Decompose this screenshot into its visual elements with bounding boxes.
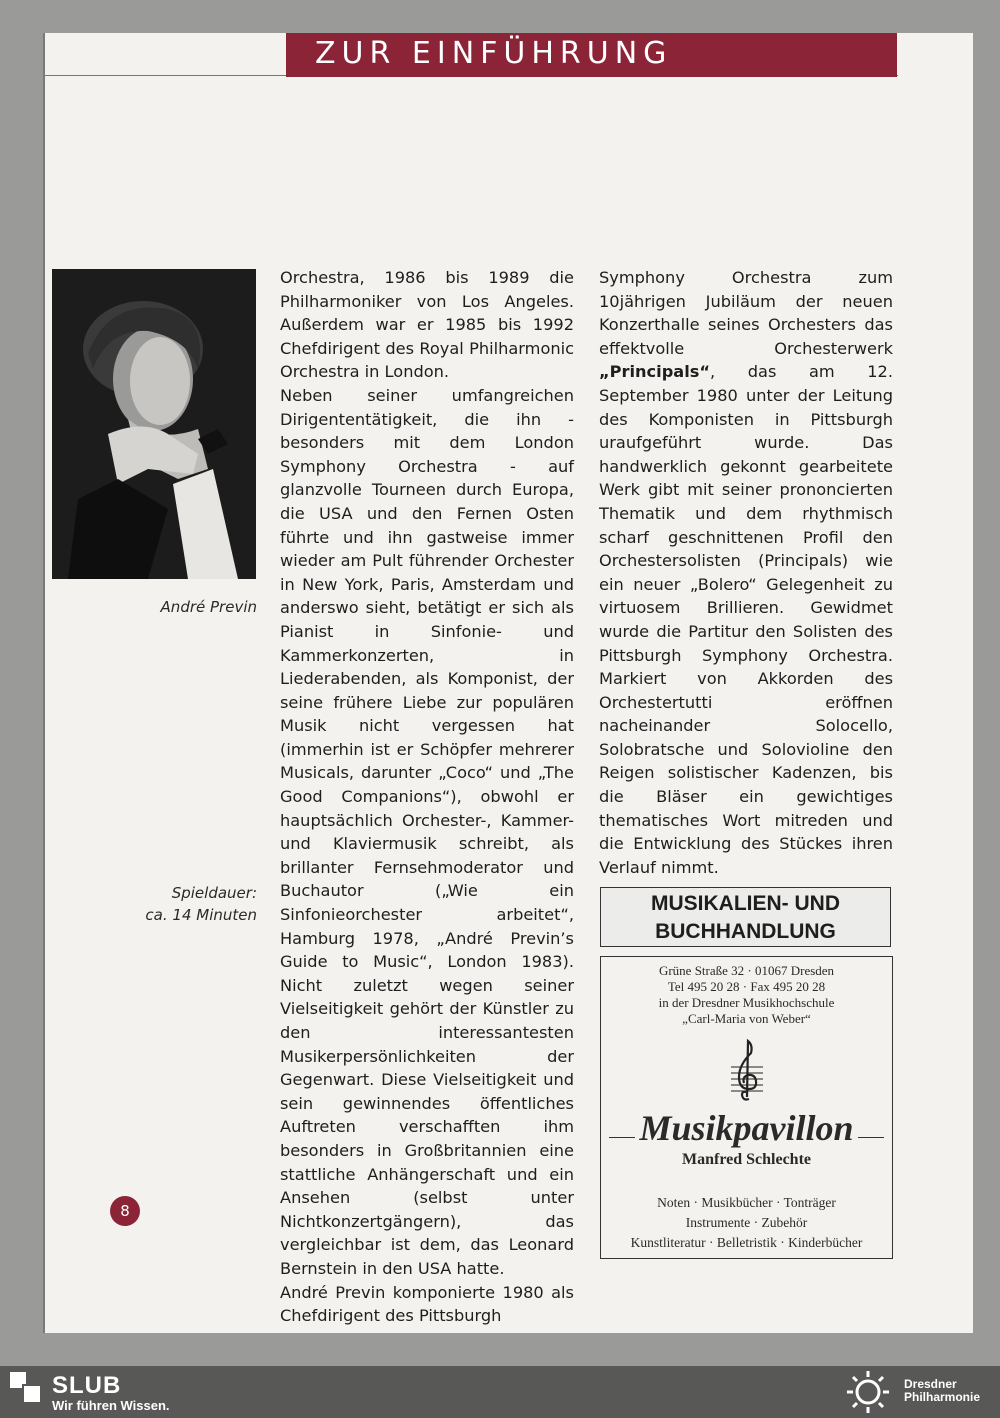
page-number: 8 bbox=[110, 1196, 140, 1226]
library-tagline: Wir führen Wissen. bbox=[52, 1398, 170, 1413]
philharmonie-logo-icon bbox=[843, 1369, 893, 1415]
treble-clef-icon bbox=[729, 1037, 765, 1103]
ad-title: MUSIKALIEN- UND BUCHHANDLUNG bbox=[600, 887, 891, 947]
portrait-photo bbox=[48, 269, 256, 579]
orchestra-name: Dresdner Philharmonie bbox=[904, 1377, 981, 1404]
duration-value: ca. 14 Minuten bbox=[145, 906, 257, 924]
portrait-image bbox=[48, 269, 256, 579]
paragraph: Symphony Orchestra zum 10jährigen Jubiläum der neuen Konzerthalle seines Orchesters das effektvolle Orchesterwerk „Principals“, das am 12. September 1980 unter der Leitung des Komponisten in Pittsburgh uraufgeführt wurde. Das handwerklich gekonnt gearbeitete Werk gibt mit seiner prononcierten Thematik und dem rhythmisch scharf geschnittenen Profil den Orchestersolisten (Principals) wie ein neuer „Bolero“ Gelegenheit zu virtuosem Brillieren. Gewidmet wurde die Partitur den Solisten des Pittsburgh Symphony Orchestra. Markiert von Akkorden des Orchestertutti eröffnen nacheinander Solocello, Solobratsche und Solovioline den Reigen solistischer Kadenzen, bis die Bläser ein gewichtiges thematisches Wort mitreden und die Entwicklung des Stückes ihren Verlauf nimmt. bbox=[599, 268, 893, 877]
text-column-1 bbox=[280, 266, 574, 1328]
shop-owner: Manfred Schlechte bbox=[681, 1151, 811, 1168]
library-name: SLUB bbox=[52, 1372, 122, 1399]
text-column-2 bbox=[599, 266, 893, 879]
viewer-footer bbox=[0, 1366, 1000, 1418]
shop-items: Noten · Musikbücher · Tonträger Instrumente · Zubehör Kunstliteratur · Belletristik · Kinderbücher bbox=[630, 1195, 863, 1250]
duration-label: Spieldauer: bbox=[171, 884, 257, 902]
shop-logo: Musikpavillon bbox=[609, 1107, 884, 1149]
photo-caption: André Previn bbox=[160, 598, 257, 616]
shop-address: Grüne Straße 32 · 01067 Dresden Tel 495 20 28 · Fax 495 20 28 in der Dresdner Musikhochschule „Carl-Maria von Weber“ bbox=[658, 963, 835, 1026]
paragraph: Neben seiner umfangreichen Dirigententätigkeit, die ihn - besonders mit dem London Symphony Orchestra - auf glanzvolle Tourneen durch Europa, die USA und den Fernen Osten führte und ihn gastweise immer wieder am Pult führender Orchester in New York, Paris, Amsterdam und anderswo sieht, betätigt er sich als Pianist in Sinfonie- und Kammerkonzerten, in Liederabenden, als Komponist, der seine frühere Liebe zur populären Musik nicht vergessen hat (immerhin ist er Schöpfer mehrerer Musicals, darunter „Coco“ und „The Good Companions“), obwohl er hauptsächlich Orchester-, Kammer- und Klaviermusik schreibt, als brillanter Fernsehmoderator und Buchautor („Wie ein Sinfonieorchester arbeitet“, Hamburg 1978, „André Previn’s Guide to Music“, London 1983). Nicht zuletzt wegen seiner Vielseitigkeit gehört der Künstler zu den interessantesten Musikerpersönlichkeiten der Gegenwart. Diese Vielseitigkeit und sein gewinnendes öffentliches Auftreten verschafften ihm besonders in Großbritannien eine stattliche Anhängerschaft und ein Ansehen (selbst unter Nichtkonzertgängern), das vergleichbar ist dem, das Leonard Bernstein in den USA hatte. bbox=[280, 385, 574, 1278]
page-edge bbox=[43, 33, 45, 1333]
shop-advertisement bbox=[600, 956, 893, 1259]
duration-note bbox=[145, 882, 257, 926]
work-title: „Principals“ bbox=[599, 362, 711, 382]
brochure-page bbox=[43, 33, 973, 1333]
section-title: ZUR EINFÜHRUNG bbox=[315, 36, 673, 71]
header-band bbox=[286, 33, 897, 77]
paragraph: André Previn komponierte 1980 als Chefdirigent des Pittsburgh bbox=[280, 1282, 574, 1326]
paragraph: Orchestra, 1986 bis 1989 die Philharmoniker von Los Angeles. Außerdem war er 1985 bis 1992 Chefdirigent des Royal Philharmonic Orchestra in London. bbox=[280, 268, 574, 382]
